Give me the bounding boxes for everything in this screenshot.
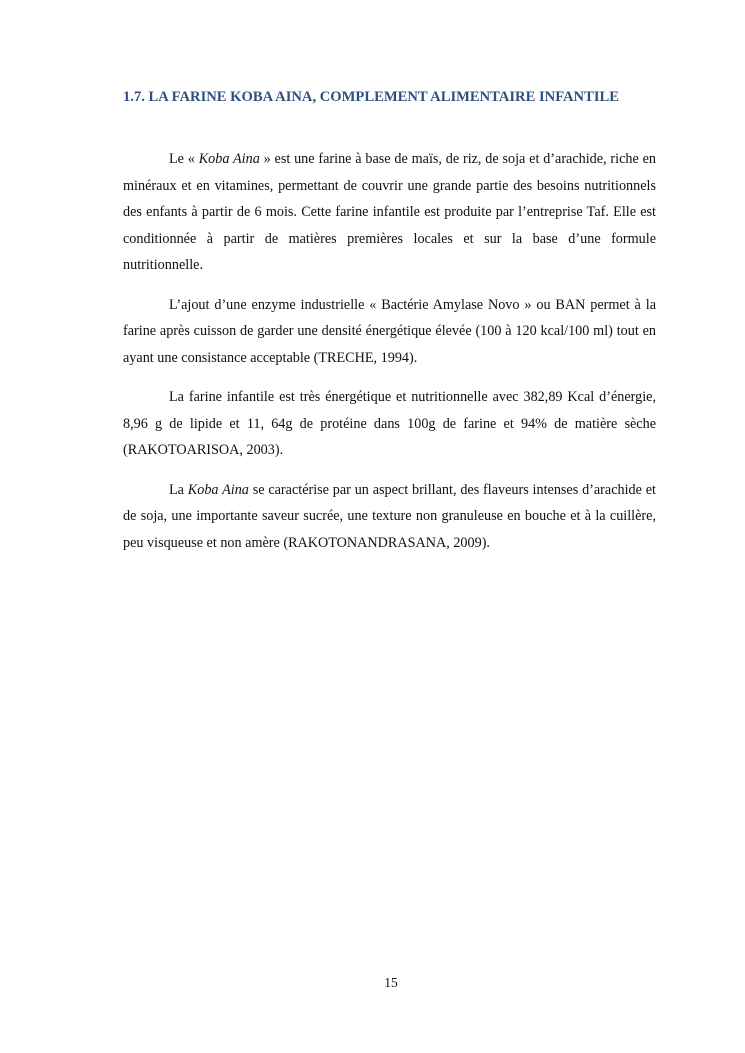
paragraph-text: Le « [169,151,199,167]
product-name-italic: Koba Aina [187,481,249,498]
paragraph-text: se caractérise par un aspect brillant, des flaveurs intenses d’arachide et de soja, une importante saveur sucrée, une texture non granuleuse en bouche et à la cuillère, peu visqueuse et non amère (RAKOTONANDRASANA, 2009). [123,481,656,551]
section-heading: 1.7. LA FARINE KOBA AINA, COMPLEMENT ALIMENTAIRE INFANTILE [123,89,619,105]
paragraph-koba-aina-description [123,146,656,279]
body-text [123,146,656,556]
paragraph-text: La [169,481,188,498]
page-number: 15 [384,975,398,990]
paragraph-text: » est une farine à base de maïs, de riz, de soja et d’arachide, riche en minéraux et en vitamines, permettant de couvrir une grande partie des besoins nutritionnels des enfants à partir de 6 mois. Cette farine infantile est produite par l’entreprise Taf. Elle est conditionnée à partir de matières premières locales et sur la base d’une formule nutritionnelle. [123,151,656,273]
paragraph-nutrition: La farine infantile est très énergétique et nutritionnelle avec 382,89 Kcal d’énergie, 8,96 g de lipide et 11, 64g de protéine dans 100g de farine et 94% de matière sèche (RAKOTOARISOA, 2003). [123,389,656,458]
product-name-italic: Koba Aina [198,151,260,167]
paragraph-enzyme: L’ajout d’une enzyme industrielle « Bactérie Amylase Novo » ou BAN permet à la farine après cuisson de garder une densité énergétique élevée (100 à 120 kcal/100 ml) tout en ayant une consistance acceptable (TRECHE, 1994). [123,296,656,366]
paragraph-characteristics [123,477,656,557]
